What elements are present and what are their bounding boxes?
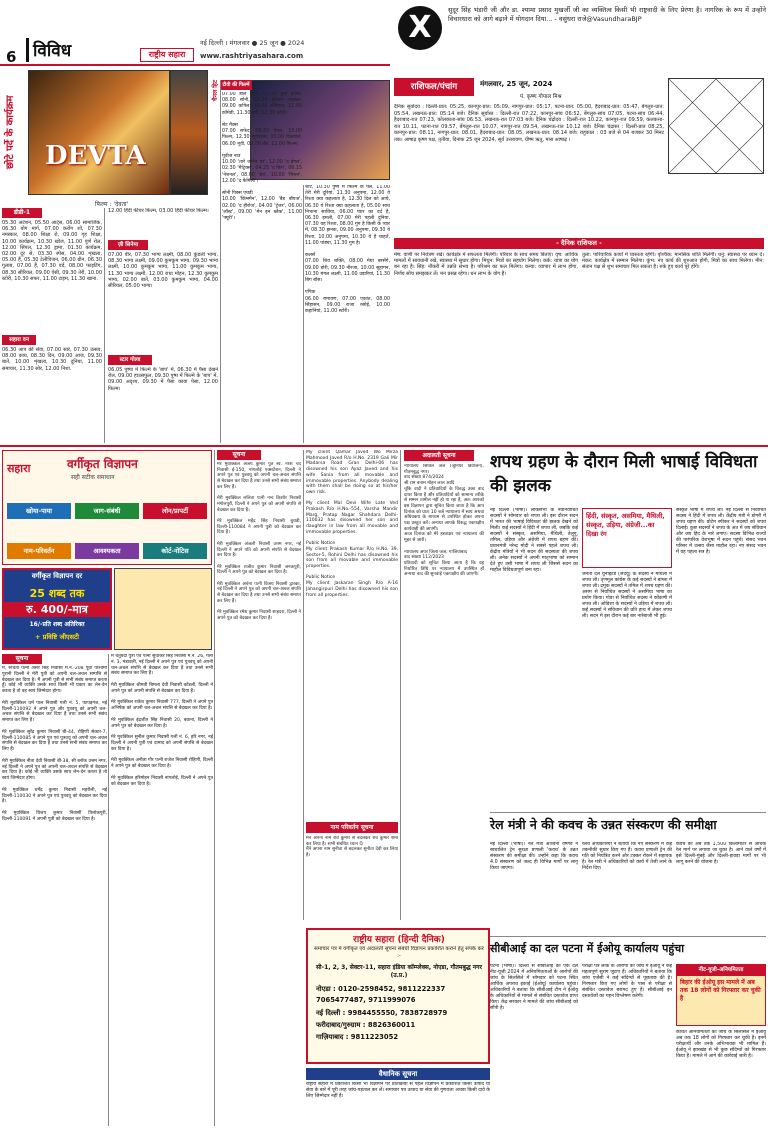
rashifal-date: मंगलवार, 25 जून, 2024 bbox=[480, 80, 553, 88]
contact-phone-4: फरीदाबाद/गुरुग्राम : 8826360011 bbox=[316, 1021, 416, 1029]
tv-channels-heading: टीवी की फिल्में bbox=[220, 80, 252, 90]
rashifal-pandit: पं. कृष्ण गोपाल मिश्र bbox=[520, 94, 562, 100]
tv-zee-head: ज़ी सिनेमा bbox=[108, 240, 148, 250]
tv-col4: शॉर्ट, 10.30 पुष्प में फिल्मे के पल, 11.00 तेरी मेरी दूरियां, 11.30 अनुपमा, 12.00 ये रिश्ता क्या कहलाता है, 12.30 दिल को आये, 06.30 ये रिश्ता क्या कहलाता है, 05.00 साथ निभाना साथिया, 06.00 प्यार का दर्द है, 06.30 इमली, 07.00 मेरी पहली दुनिया, 07.30 यह रिश्ता, 08.00 गुम है किसी के प्यार में, 08.30 झनक, 09.00 अनुपमा, 09.30 ये रिश्ता, 10.00 अनुपमा, 10.30 ये है चाहतें, 11.00 पांड्या, 11.30 गुम है। कलर्स 07.00 शिव शक्ति, 08.00 मेघा बरसेंगे, 09.00 डोरी, 09.30 नीरजा, 10.00 सुहागन, 10.30 मंगल लक्ष्मी, 11.00 उड़ारियां, 11.30 बिग बॉस। एपिक 06.00 रामायण, 07.00 एकांत, 08.00 सिंहासन, 09.00 राजा रसोई, 10.00 कहानियां, 11.00 स्टोरी। bbox=[305, 185, 390, 315]
classified-banner: वर्गीकृत विज्ञापन bbox=[67, 457, 138, 471]
page-header bbox=[0, 0, 390, 66]
tv-divider-3 bbox=[303, 185, 304, 443]
contact-address: सी-1, 2, 3, सेक्टर-11, सहारा इंडिया कॉम्प्लेक्स, नोएडा, गौतमबुद्ध नगर (उ.प्र.) bbox=[316, 964, 482, 979]
classified-col3: मेरे मुवक्किल अजय कुमार पुत्र स्व. नरेश चंद निवासी ई-150, नांगलोई एक्सटेंशन, दिल्ली ने अपने पुत्र एवं पुत्रवधू को अपनी चल-अचल संपत्ति से बेदखल कर दिया है तथा उनसे सभी संबंध समाप्त कर लिए हैं। मेरी मुवक्किल ललिता पत्नी नन्द किशोर निवासी मंगोलपुरी, दिल्ली ने अपने पुत्र को अपनी संपत्ति से बेदखल कर दिया है। मेरे मुवक्किल महेंद्र सिंह निवासी बुराड़ी, दिल्ली-110084 ने अपनी पुत्री को बेदखल कर दिया है। मेरी मुवक्किल अंजली निवासी उत्तम नगर, नई दिल्ली ने अपने पति को अपनी संपत्ति से बेदखल कर दिया है। मेरे मुवक्किल राजीव कुमार निवासी जनकपुरी, दिल्ली ने अपने पुत्र को बेदखल कर दिया है। मेरी मुवक्किल अर्चना पत्नी विजय निवासी द्वारका, नई दिल्ली ने अपने पुत्र को अपनी चल-अचल संपत्ति से बेदखल कर दिया है तथा उनसे सभी संबंध समाप्त कर लिए हैं। मेरे मुवक्किल रमेश कुमार निवासी शाहदरा, दिल्ली ने अपने पुत्र को बेदखल कर दिया है। bbox=[217, 462, 301, 621]
tv-col1: 05.30 अटेंशन, 05.50 आर्ट्स, 06.00 सामाजिक, 06.30 योग मार्ग, 07.00 करोंग शो, 07.30 नमस्कार, 08.00 शिक्षा रो, 09.00 गृह शिक्षा, 10.00 कार्यक्रम, 10.30 खोज, 11.00 पूर्ण रोल, 12.00 सिंपल, 12.30 ड्रामा, 01.30 कार्यक्रम, 02.00 दूर से, 03.30 स्पेस, 04.00 शृंखला, 05.00 हैं, 05.30 टेलीविजन, 06.00 ग्रीन, 06.30 गुलाब, 07.00 हैं, 07.30 वर्ड, 08.00 फाइटिंग, 08.30 सीरियल, 09.00 ऐसी, 09.30 तेरी, 10.00 स्टोरी, 10.30 सफर, 11.00 टाइम, 11.30 खाना. bbox=[2, 220, 102, 282]
court-notice: न्यायालय सिविल जज (जूनियर डिवीजन), गौतमबुद्ध नगर। वाद संख्या 874/2024 श्री राम बनाम मोहन लाल आदि चूंकि वादी ने प्रतिवादियों के विरुद्ध उक्त वाद दायर किया है और प्रतिवादियों को सामान्य तरीके से सम्मन तामील नहीं हो पा रहा है, अतः आपको इस विज्ञापन द्वारा सूचित किया जाता है कि आप दिनांक को प्रातः 10 बजे न्यायालय में स्वयं अथवा अधिवक्ता के माध्यम से उपस्थित होकर अपना पक्ष प्रस्तुत करें। अन्यथा आपके विरुद्ध एकपक्षीय कार्यवाही की जाएगी। आज दिनांक को मेरे हस्ताक्षर एवं न्यायालय की मुहर से जारी। न्यायालय अपर जिला जज, गाजियाबाद वाद संख्या 112/2023 प्रतिवादी को सूचित किया जाता है कि वह निर्धारित तिथि पर न्यायालय में उपस्थित हों अन्यथा वाद की सुनवाई एकपक्षीय की जाएगी। bbox=[404, 464, 484, 578]
paper-logo: राष्ट्रीय सहारा bbox=[140, 48, 194, 62]
rate-plus: + प्रविष्टि जीएसटी bbox=[35, 633, 79, 641]
news-1-col2: जनता दल युनाइटेड (जदयू) के सदस्य ने मैथिली में शपथ ली। तृणमूल कांग्रेस के कई सदस्यों ने बांग्ला में शपथ ली। द्रमुक सदस्यों ने तमिल में शपथ ग्रहण की। असम से निर्वाचित सदस्यों ने असमिया भाषा का प्रयोग किया। गोवा से निर्वाचित सदस्य ने कोंकणी में शपथ ली। ओडिशा के सदस्यों ने उड़िया में शपथ ली। कई सदस्यों ने संविधान की प्रति हाथ में लेकर शपथ ली। सदन में इस दौरान कई बार नारेबाजी भी हुई। bbox=[582, 572, 672, 619]
rate-words: 25 शब्द तक bbox=[29, 587, 85, 600]
classified-divider-4 bbox=[400, 450, 401, 920]
news-3-col1: पटना (भाषा)। दिल्ली से सीबीआई का एक दल नीट-यूजी 2024 में अनियमितताओं के आरोपों की जांच के सिलसिले में सोमवार को पटना स्थित आर्थिक अपराध इकाई (ईओयू) कार्यालय पहुंचा। अधिकारियों ने बताया कि सीबीआई टीम ने ईओयू के अधिकारियों से मामले से संबंधित दस्तावेज प्राप्त किए। केंद्र सरकार ने मामले की जांच सीबीआई को सौंपी है। bbox=[490, 964, 578, 1011]
classified-col4: My client Qamar Javed Wo Mirza Mahmood Javed R/o H.No. 2319 Gali Mir Madarsa Road Gran Delhi-06 has disowned his son Ayaz Javed and his wife Sania from all movable and immovable properties. Anybody dealing with them shall be doing so at his/her own risk. My client Mal Devi Wife Late Ved Prakash R/o H.No.-554, Varsha Mandir Marg, Pratap Nagar Shahdara Delhi-110032 has disowned her son and daughter in law from all movable and immovable properties. Public Notice My client Prakash Kumar R/o H.No. 39, Sector-5, Rohini Delhi has disowned his son from all movable and immovable properties. Public Notice My client Jaskaran Singh R/o A-16 Jahangirpuri Delhi has disowned his son from all properties. bbox=[306, 450, 398, 598]
classified-divider-1 bbox=[108, 654, 109, 1126]
classified-cat-6: कोर्ट-नोटिस bbox=[143, 543, 207, 559]
film-logo: DEVTA bbox=[45, 141, 146, 171]
top-divider bbox=[0, 445, 768, 447]
tv-col1-head: डीडी-1 bbox=[2, 208, 42, 218]
contact-box bbox=[306, 928, 490, 1064]
news-3-col2: परीक्षा पत्र लीक के आरोपों की जांच में ईओयू ने कई महत्वपूर्ण सुराग जुटाए हैं। अधिकारियों ने बताया कि जांच एजेंसी ने कई संदिग्धों से पूछताछ की है। गिरफ्तार किए गए लोगों के पास से परीक्षा से संबंधित दस्तावेज बरामद हुए हैं। सीबीआई इन दस्तावेजों का गहन विश्लेषण करेगी। bbox=[582, 964, 672, 999]
contact-phone-2: 7065477487, 9711999076 bbox=[316, 996, 416, 1004]
classified-cat-3: लोन/प्रापर्टी bbox=[143, 503, 207, 519]
statutory-text: राष्ट्रीय सहारा में प्रकाशित किसी भी विज्ञापन पर प्रतिक्रिया से पहले विज्ञापन में प्रकाशित किसी उत्पाद या सेवा के बारे में पूरी तरह जांच-पड़ताल कर लें। समाचार पत्र उत्पाद या सेवा की गुणवत्ता अथवा किसी दावे के लिए जिम्मेदार नहीं है। bbox=[306, 1082, 490, 1100]
tv-divider-1 bbox=[104, 208, 105, 443]
rashifal-today-head: - दैनिक राशिफल - bbox=[394, 238, 764, 249]
tv-col1-sub: सहारा वन bbox=[2, 335, 36, 345]
news-2-col2: रेलवे अधिकारियों ने बताया कि नए संस्करण में कई तकनीकी सुधार किए गए हैं। कवच प्रणाली ट्रेन की गति को नियंत्रित करने और टक्कर रोकने में सहायक है। रेल मंत्री ने अधिकारियों को कार्य में तेजी लाने के निर्देश दिए। bbox=[582, 842, 672, 871]
date-line: नई दिल्ली । मंगलवार ● 25 जून ● 2024 bbox=[200, 39, 305, 47]
classified-divider-3 bbox=[303, 450, 304, 920]
rashifal-title: राशिफल/पंचांग bbox=[394, 78, 474, 96]
contact-phone-1: नोएडा : 0120-2598452, 9811222337 bbox=[316, 985, 446, 993]
section-title: विविध bbox=[33, 41, 72, 61]
contact-title: राष्ट्रीय सहारा (हिन्दी दैनिक) bbox=[353, 935, 445, 945]
headline-2: रेल मंत्री ने की कवच के उन्नत संस्करण की समीक्षा bbox=[490, 817, 717, 832]
section-label bbox=[26, 38, 86, 62]
panchang-text: दैनिक सूर्योदय : दिल्ली-प्रात: 05:25, कानपुर-प्रात: 05:09, नागपुर-प्रात: 05:17, पटना-प्रात: 05:00, हैदराबाद-प्रात: 05:47, बेंगलुरु-प्रात: 05:54, लखनऊ-प्रात: 05:14 बजे। दैनिक सूर्यास्त : दिल्ली-रात 07:22, कानपुर-सांय 06:52, बेंगलुरु-सांय 07:05, पटना-सांय 06:44, हैदराबाद-रात 07:23, कोलकाता-सांय 06:53, लखनऊ-रात 07:03 बजे। दैनिक चंद्रोदय : दिल्ली-रात 10.22, कानपुर-रात 09.59, कलकत्ता-रात 10.11, पटना-रात 09.57, बेंगलुरु-रात 10.07, नागपुर-रात 09.54, लखनऊ-रात 10.12 बजे। दैनिक चंद्रास्त : दिल्ली-प्रात 08.25, कानपुर-प्रात: 08.11, नागपुर-प्रात: 08.01, हैदराबाद-प्रात: 08.05, लखनऊ-प्रात: 08.14 बजे। राहुकाल : 03 बजे से 04 बजकर 30 मिनट तक। आषाढ़ कृष्ण पक्ष, तृतीया, दिनांक 25 जून 2024, सूर्य उत्तरायण, ग्रीष्म ऋतु, मास आषाढ़ । bbox=[394, 104, 664, 143]
tv-star-head: स्टार गोल्ड bbox=[108, 355, 152, 365]
contact-desc: समाचार पत्र में वर्गीकृत एवं अदालती सूचना संबंधी विज्ञापन प्रकाशित कराने हेतु संपर्क करें :- bbox=[314, 946, 484, 959]
headline-3: सीबीआई का दल पटना में ईओयू कार्यालय पहुंचा bbox=[490, 942, 685, 955]
rate-extra: 16/-प्रति शब्द अतिरिक्त bbox=[29, 621, 85, 628]
news-2-col1: नई दिल्ली (भाषा)। रेल मंत्री अश्विनी वैष्णव ने स्वचालित ट्रेन सुरक्षा प्रणाली 'कवच' के उन्नत संस्करण की समीक्षा की। उन्होंने कहा कि कवच 4.0 संस्करण को जल्द ही विभिन्न मार्गों पर लागू किया जाएगा। bbox=[490, 842, 578, 871]
news-3-box-text: बिहार की ईओयू इस मामले में अब तक 18 लोगों को गिरफ्तार कर चुकी है bbox=[680, 979, 761, 1002]
tv-col1b: 06.30 आप की सेवा, 07.00 सारे, 07.30 उत्सव, 08.00 काय, 08.30 दिन, 09.00 आज, 09.30 बातें, 10.00 शृंखला, 10.30 दुनिया, 11.00 समाचार, 11.30 सोर, 12.00 निशा. bbox=[2, 347, 102, 372]
headline-1: शपथ ग्रहण के दौरान मिली भाषाई विविधता की झलक bbox=[490, 452, 758, 496]
news-divider-1 bbox=[490, 812, 766, 813]
poster-caption: चैनल हिट bbox=[212, 80, 219, 102]
classified-sahara: सहारा bbox=[7, 462, 31, 475]
suchna-head-mid: सूचना bbox=[217, 450, 261, 460]
contact-phone-3: नई दिल्ली : 9984455550, 7838728979 bbox=[316, 1009, 448, 1017]
site-url: www.rashtriyasahara.com bbox=[200, 52, 304, 60]
contact-phone-5: गाज़ियाबाद : 9811223052 bbox=[316, 1033, 399, 1041]
film-poster-devta bbox=[28, 70, 170, 195]
classified-cat-4: नाम-परिवर्तन bbox=[7, 543, 71, 559]
classified-cat-2: जाग-संबंधी bbox=[75, 503, 139, 519]
rate-head: वर्गीकृत विज्ञापन दर bbox=[31, 572, 83, 580]
news-3-col3: कथित अनियमितता की जांच के सिलसिले में ईओयू अब तक 18 लोगों को गिरफ्तार कर चुकी है। इनमें परीक्षार्थी और उनके अभिभावक भी शामिल हैं। ईओयू ने झारखंड से भी कुछ संदिग्धों को गिरफ्तार किया है। मामले में आगे की कार्रवाई जारी है। bbox=[676, 1030, 766, 1059]
classified-ad bbox=[2, 450, 212, 565]
news-1-box-text: हिंदी, संस्कृत, असमिया, मैथिली, संस्कृत, उड़िया, अंग्रेजी...का दिखा रंग bbox=[586, 512, 665, 538]
classified-divider-2 bbox=[214, 450, 215, 1126]
rashifal-col2: तुला: पारिवारिक कार्यों में व्यस्तता रहेगी। वृश्चिक: मानसिक शांति मिलेगी। धनु: स्वास्थ्य पर ध्यान दें। मकर: कार्यक्षेत्र में सम्मान मिलेगा। कुंभ: नए कार्य की शुरुआत होगी, मित्रों का साथ मिलेगा। मीन: संतान पक्ष से शुभ समाचार मिल सकता है। रुके हुए कार्य पूरे होंगे। bbox=[582, 252, 764, 271]
name-change-head: नाम परिवर्तन सूचना bbox=[306, 822, 398, 833]
news-3-box-head: नीट-यूजी-अनियमितता bbox=[677, 965, 765, 976]
classified-col4b: मैंने अपना नाम रवि कुमार से बदलकर रवि कुमार शर्मा कर लिया है। सभी संबंधित ध्यान दें। मैंने अपना नाम सुनीता से बदलकर सुनीता देवी कर लिया है। bbox=[306, 836, 398, 859]
statutory-notice-head: वैधानिक सूचना bbox=[306, 1068, 490, 1080]
news-divider-2 bbox=[490, 936, 766, 937]
classified-col2: मैं चतुर्वेदी पुत्री एवं पत्नी सुधाकर सिंह निवासी मं.नं. 26, गली नं. 3, मंडावली, नई दिल्ली ने अपने पुत्र एवं पुत्रवधू को अपनी चल-अचल संपत्ति से बेदखल कर दिया है तथा उनसे सभी संबंध समाप्त कर लिए हैं। मेरी मुवक्किल श्रीमती बिमला देवी निवासी कोंडली, दिल्ली ने अपने पुत्र को अपनी संपत्ति से बेदखल कर दिया है। मेरे मुवक्किल राकेश कुमार निवासी 777, दिल्ली ने अपने पुत्र अभिषेक को अपनी चल-अचल संपत्ति से बेदखल कर दिया है। मेरे मुवक्किल इंद्रजीत सिंह निवासी 20, बवाना, दिल्ली ने अपने पुत्र को बेदखल कर दिया है। मेरे मुवक्किल सुनील कुमार निवासी गली नं. 6, हरि नगर, नई दिल्ली ने अपनी पुत्री एवं दामाद को अपनी संपत्ति से बेदखल कर दिया है। मेरी मुवक्किल अनीता गौर पत्नी राजेश निवासी रोहिणी, दिल्ली ने अपने पुत्र को बेदखल कर दिया है। मेरे मुवक्किल हरिमोहन निवासी नांगलोई, दिल्ली ने अपने पुत्र को बेदखल कर दिया है। bbox=[111, 654, 213, 787]
tv-divider-2 bbox=[220, 80, 221, 443]
news-1-col1: नई दिल्ली (भाषा)। लोकसभा के नवनिर्वाचित सदस्यों ने सोमवार को शपथ ली। इस दौरान सदन में भारत की भाषाई विविधता की झलक देखने को मिली। कई सदस्यों ने हिंदी में शपथ ली, जबकि कई सदस्यों ने संस्कृत, असमिया, मैथिली, तेलुगु, तमिल, उड़िया और अंग्रेजी में शपथ ग्रहण की। प्रधानमंत्री नरेन्द्र मोदी ने सबसे पहले शपथ ली। केंद्रीय मंत्रियों ने भी सदन की सदस्यता की शपथ ली। अनेक सदस्यों ने अपनी मातृभाषा को सम्मान देते हुए उसी भाषा में शपथ ली जिससे सदन का माहौल विविधतापूर्ण बना रहा। bbox=[490, 508, 578, 573]
rashifal-col1: मेष: वाणी पर नियंत्रण रखें। कार्यक्षेत्र में सफलता मिलेगी। परिवार के साथ समय बिताएं। वृष: आर्थिक मामलों में सावधानी रखें, स्वास्थ्य में सुधार होगा। मिथुन: मित्रों का सहयोग मिलेगा। कर्क: यात्रा का योग बन रहा है। सिंह: नौकरी में उन्नति संभव है। परिश्रम का फल मिलेगा। कन्या: व्यापार में लाभ होगा, निर्णय सोच समझकर लें। मन प्रसन्न रहेगा। धन लाभ के योग हैं। bbox=[394, 252, 578, 277]
classified-cat-5: आवश्यकता bbox=[75, 543, 139, 559]
quote-text: सुदूर सिंह भंडारी जी और डा. श्यामा प्रसाद मुखर्जी जी का व्यक्तित्व किसी भी राष्ट्रवादी के लिए प्रेरणा है। नागरिक के रूप में उन्होंने विचारधारा को आगे बढ़ाने में योगदान दिया... - वसुंधरा राजे@VasundharaBJP bbox=[448, 6, 766, 23]
tv-col2b: 07.00 वीर, 07.30 भाग्य लक्ष्मी, 08.00 कुंडली भाग्य, 08.30 भाग्य लक्ष्मी, 09.00 कुमकुम भाग्य, 09.30 भाग्य लक्ष्मी, 10.00 कुमकुम भाग्य, 11.00 कुमकुम भाग्य, 11.30 भाग्य लक्ष्मी, 12.00 राधा मोहन, 12.30 कुमकुम भाग्य, 02.00 बातें, 03.00 कुमकुम भाग्य, 04.00 सीरियल, 05.00 भाग्य। bbox=[108, 252, 218, 290]
court-notice-head: अदालती सूचना bbox=[404, 450, 474, 461]
suchna-box-small bbox=[114, 568, 212, 650]
news-2-col3: कवच को अब तक 1,500 किलोमीटर से अधिक रेल मार्ग पर लगाया जा चुका है। आने वाले वर्षों में इसे दिल्ली-मुंबई और दिल्ली-हावड़ा मार्गों पर भी लागू करने की योजना है। bbox=[676, 842, 766, 865]
film-side-title: छोटे पर्दे के कार्यक्रम bbox=[5, 95, 16, 170]
classified-sub: सही सटीक समाधान bbox=[71, 474, 115, 481]
film-poster-2 bbox=[170, 70, 208, 195]
suchna-head-left: सूचना bbox=[2, 654, 42, 664]
rate-price: रु. 400/-मात्र bbox=[4, 602, 110, 617]
kundali-chart bbox=[668, 78, 764, 174]
news-1-col3: संस्कृत भाषा में शपथ ली। नई दिल्ली से निर्वाचित सदस्य ने हिंदी में शपथ ली। केंद्रीय मंत्री ने डोगरी में शपथ ग्रहण की। प्रोटेम स्पीकर ने सदस्यों को शपथ दिलाई। कुछ सदस्यों ने शपथ के अंत में जय संविधान और जय हिंद के नारे लगाए। सदस्य विभिन्न राज्यों की पारंपरिक वेशभूषा में सदन पहुंचे। संसद भवन परिसर में उत्सव जैसा माहौल रहा। नए संसद भवन में यह पहला सत्र है। bbox=[676, 508, 766, 555]
classified-cat-1: खोया-पाया bbox=[7, 503, 71, 519]
tv-col2: 12.00 हिंदी फीचर फिल्म, 03.00 हिंदी फीचर फिल्म। bbox=[108, 208, 209, 214]
page-number: 6 bbox=[6, 48, 17, 66]
film-caption: फिल्म : 'देवता' bbox=[95, 201, 129, 208]
tv-col3: 07.00 डील सेलर, 07.30 फुल हाउस, 08.00 सोनी, 08.30 इंडियन आइडल, 09.00 कपिल, 10.00 सीरियल, 11.00 कॉमेडी, 11.30 बड़ी, 12.30 स्टोरी। सेट मैक्स 07.00 सफेद, 09.30 चैनल, 10.00 फिल्म, 12.30 सूर्यवंशम, 03.00 दिलवाले, 06.00 मूवी, 09.00 वीर, 12.00 फिल्म। मूवीज नाउ 10.00 'तारे जमीन पर', 12.00 'द ईगल', 02.30 'मैट्रिक्स', 04.25 'द किंग', 06.15 'नेशनल', 08.00 'डेथ', 10.00 'मिशन', 12.00 'द फैमिली'। सोनी पिक्स एचडी 10.00 'किंग्स्मैन', 12.00 'बैड बॉयज', 02.00 'द हीरोज', 04.00 'ट्रेजर', 06.00 'लॉस्ट', 09.00 'मेन इन ब्लैक', 11.00 'फ्यूरी'। bbox=[222, 92, 302, 222]
news-1-box bbox=[582, 508, 672, 568]
rate-box bbox=[2, 568, 112, 650]
news-3-box bbox=[676, 964, 766, 1026]
kundali-lines bbox=[669, 79, 763, 173]
x-logo-icon: X bbox=[398, 6, 442, 50]
classified-col1: में, रुचिता पत्नी असर सिंह निवासी म.नं.-208 पूर्वी पश्चिमी पुरानी दिल्ली ने मेरी पुत्री को अपनी चल-अचल सम्पत्ति से बेदखल कर दिया है। मैं अपनी पुत्री से सभी संबंध समाप्त करता हूँ। कोई भी व्यक्ति उसके साथ किसी भी प्रकार का लेन-देन करता है तो वह स्वयं जिम्मेदार होगा। मेरी मुवक्किल धर्म पाल निवासी गली नं. 5, पटपड़गंज, नई दिल्ली-110092 ने अपने पुत्र और पुत्रवधू को अपनी चल-अचल संपत्ति से बेदखल कर दिया है तथा उनसे सभी संबंध समाप्त कर लिए हैं। मेरे मुवक्किल सुरेंद्र कुमार निवासी बी-44, रोहिणी सेक्टर-7, दिल्ली-110085 ने अपने पुत्र एवं पुत्रवधू को अपनी चल-अचल संपत्ति से बेदखल कर दिया है तथा उनसे सभी संबंध समाप्त कर लिए हैं। मेरी मुवक्किल नीता देवी निवासी बी-38, सी ब्लॉक उत्तम नगर, नई दिल्ली ने अपने पुत्र को अपनी चल-अचल संपत्ति से बेदखल कर दिया है। कोई भी व्यक्ति उसके साथ लेन-देन करता है तो स्वयं जिम्मेदार होगा। मेरे मुवक्किल धर्मेंद्र कुमार निवासी महरौली, नई दिल्ली-110030 ने अपने पुत्र एवं पुत्रवधू को बेदखल कर दिया है। मेरे मुवक्किल विजय कुमार निवासी त्रिलोकपुरी, दिल्ली-110091 ने अपनी पुत्री को बेदखल कर दिया है। bbox=[2, 666, 107, 822]
tv-col2c: 06.05 पुष्पा में फिल्मे के 'बाप' में, 06.30 में पैसा देखने रोल, 09.00 हाउसफुल, 09.30 पुष्प में फिल्मे के 'बाप' में, 09.00 अदृश्य, 09.30 में पैसा काया पेसा, 12.00 फिल्म। bbox=[108, 367, 218, 392]
quote-box bbox=[392, 0, 768, 66]
